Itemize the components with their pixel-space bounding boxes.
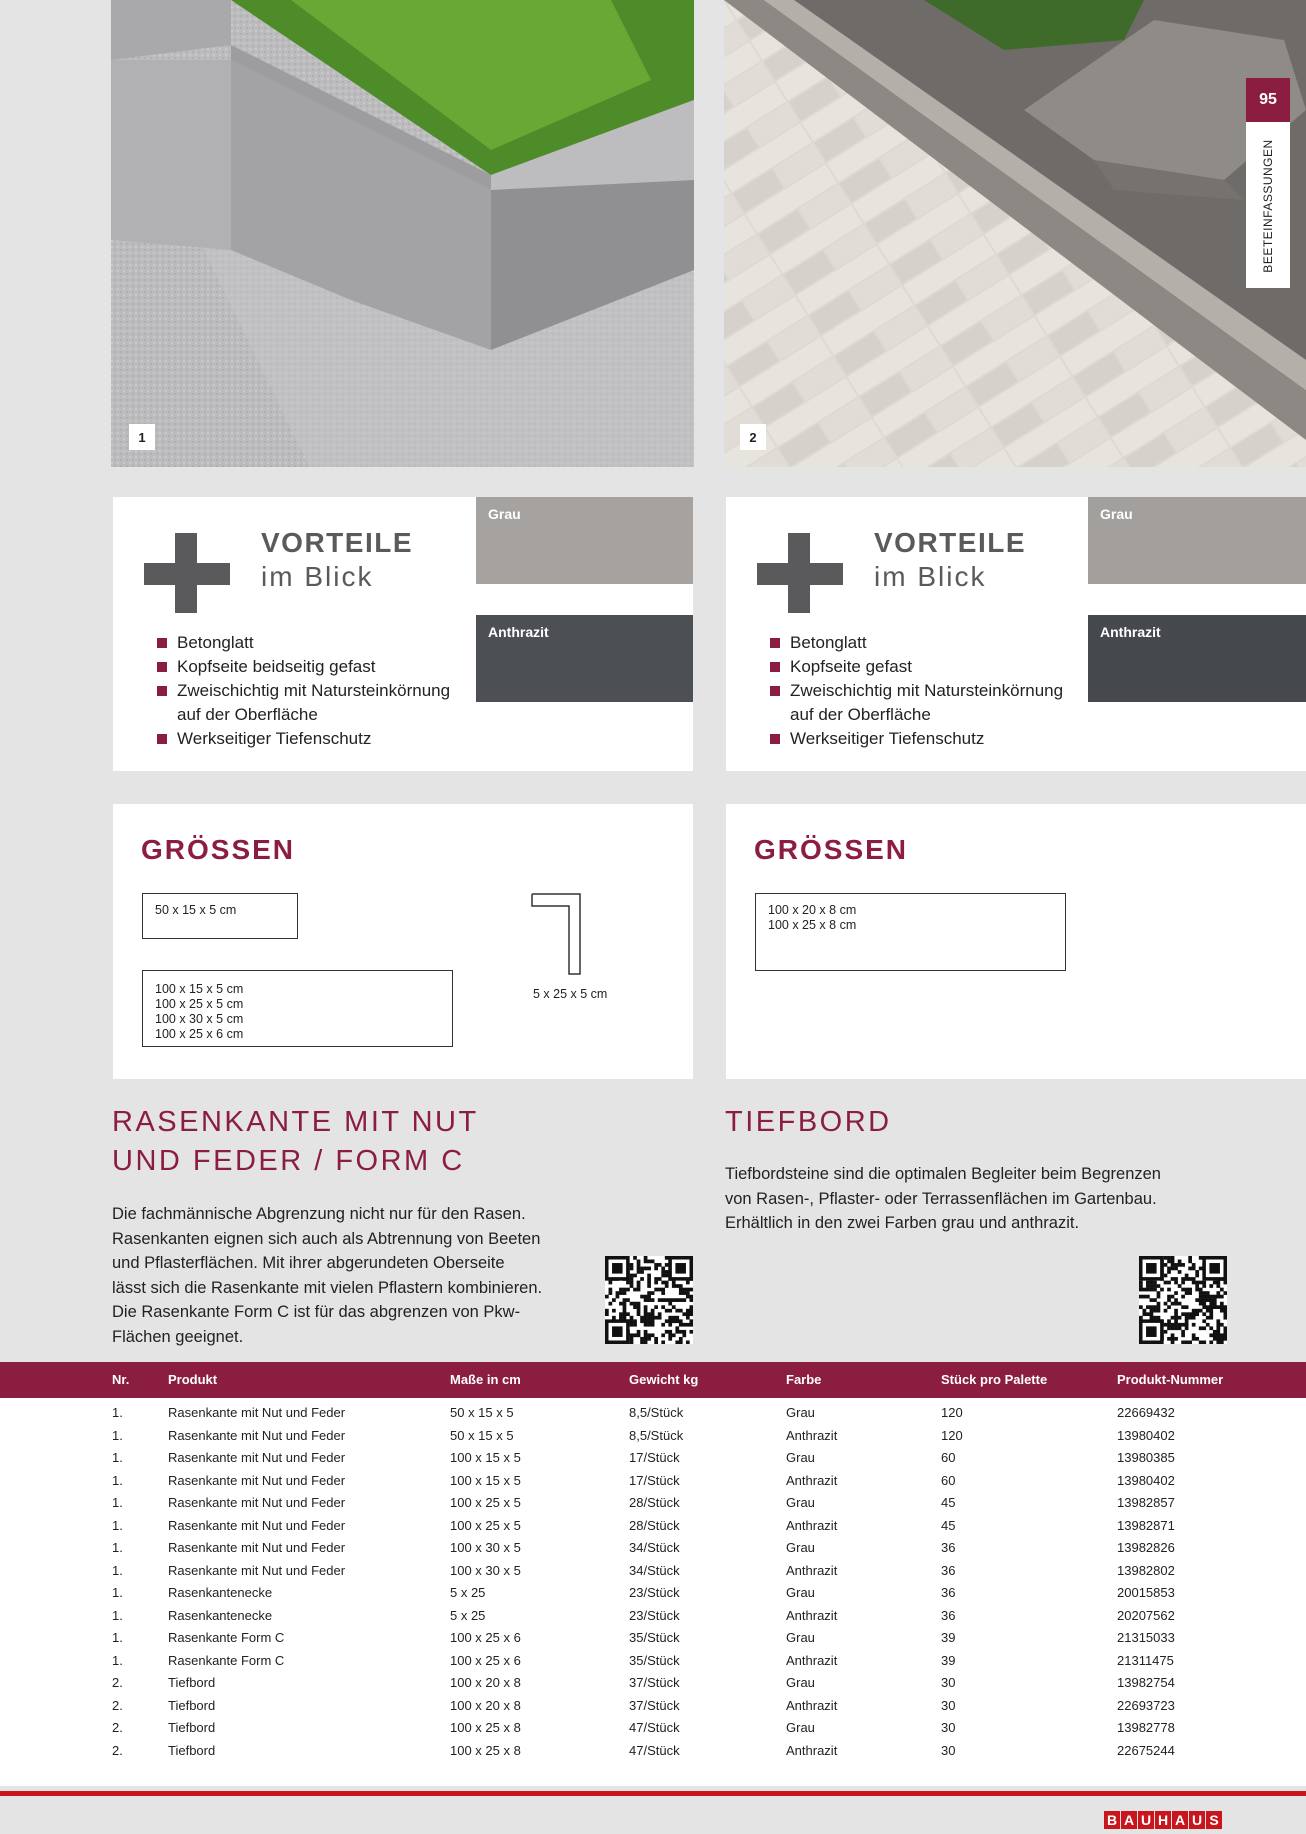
- table-cell: 23/Stück: [629, 1607, 680, 1623]
- list-item-continuation: auf der Oberfläche: [177, 705, 318, 724]
- advantages-subtitle: im Blick: [261, 561, 374, 592]
- table-cell: 22693723: [1117, 1697, 1175, 1713]
- product-heading-2: [725, 1103, 892, 1142]
- heading-line: TIEFBORD: [725, 1106, 892, 1138]
- list-item: Betonglatt: [770, 631, 1063, 655]
- list-item: Zweischichtig mit Natursteinkörnung: [157, 679, 450, 703]
- table-row: [0, 1740, 1306, 1763]
- logo-letter: U: [1189, 1811, 1205, 1829]
- table-cell: 5 x 25: [450, 1607, 486, 1623]
- table-cell: 22675244: [1117, 1742, 1175, 1758]
- table-cell: 50 x 15 x 5: [450, 1405, 514, 1420]
- table-header: [0, 1362, 1306, 1398]
- table-row: [0, 1402, 1306, 1425]
- table-cell: Anthrazit: [786, 1472, 838, 1488]
- product-description-1: [112, 1202, 542, 1349]
- sizes-title: GRÖSSEN: [754, 834, 909, 865]
- table-cell: Rasenkante Form C: [168, 1630, 285, 1645]
- table-row: [0, 1695, 1306, 1718]
- table-cell: 2.: [112, 1697, 123, 1713]
- bauhaus-logo: [1104, 1811, 1223, 1829]
- table-cell: 8,5/Stück: [629, 1427, 684, 1443]
- table-row: [0, 1650, 1306, 1673]
- heading-line: UND FEDER / FORM C: [112, 1145, 465, 1177]
- product-heading-1: [112, 1103, 479, 1181]
- table-cell: Anthrazit: [786, 1742, 838, 1758]
- table-cell: Grau: [786, 1540, 815, 1555]
- table-cell: 17/Stück: [629, 1450, 680, 1465]
- table-cell: 36: [941, 1540, 956, 1555]
- photo-number: 1: [129, 424, 155, 450]
- table-cell: 30: [941, 1675, 956, 1690]
- table-row: [0, 1492, 1306, 1515]
- table-cell: 50 x 15 x 5: [450, 1427, 514, 1443]
- swatch-label: Anthrazit: [488, 624, 549, 640]
- table-cell: 39: [941, 1630, 956, 1645]
- table-cell: Rasenkante mit Nut und Feder: [168, 1495, 346, 1510]
- table-row: [0, 1470, 1306, 1493]
- table-cell: Rasenkantenecke: [168, 1607, 273, 1623]
- swatch-label: Anthrazit: [1100, 624, 1161, 640]
- table-cell: 13980402: [1117, 1472, 1175, 1488]
- advantages-title: VORTEILE: [874, 527, 1027, 558]
- table-cell: Rasenkante Form C: [168, 1652, 285, 1668]
- size-line: 100 x 15 x 5 cm: [155, 982, 244, 996]
- size-line: 100 x 25 x 5 cm: [155, 997, 244, 1011]
- table-row: [0, 1447, 1306, 1470]
- table-cell: Grau: [786, 1720, 815, 1735]
- table-cell: 100 x 25 x 6: [450, 1652, 521, 1668]
- table-cell: 1.: [112, 1652, 123, 1668]
- table-cell: 35/Stück: [629, 1630, 680, 1645]
- text-line: Die Rasenkante Form C ist für das abgrenzen von Pkw-: [112, 1303, 521, 1321]
- table-cell: 2.: [112, 1720, 123, 1735]
- table-cell: 45: [941, 1495, 956, 1510]
- table-cell: 13982802: [1117, 1562, 1175, 1578]
- table-row: [0, 1605, 1306, 1628]
- logo-letter: A: [1121, 1811, 1137, 1829]
- size-box: [755, 893, 1066, 971]
- list-item: Betonglatt: [157, 631, 450, 655]
- table-cell: 30: [941, 1720, 956, 1735]
- table-row: [0, 1560, 1306, 1583]
- advantages-subtitle: im Blick: [874, 561, 987, 592]
- qr-code-icon[interactable]: [605, 1256, 693, 1344]
- table-cell: 100 x 15 x 5: [450, 1450, 521, 1465]
- text-line: von Rasen-, Pflaster- oder Terrassenflächen im Gartenbau.: [725, 1189, 1157, 1208]
- table-cell: 23/Stück: [629, 1585, 680, 1600]
- sizes-card-2: [726, 804, 1306, 1079]
- table-cell: Rasenkante mit Nut und Feder: [168, 1562, 346, 1578]
- text-line: lässt sich die Rasenkante mit vielen Pflastern kombinieren.: [112, 1278, 543, 1297]
- sizes-title: GRÖSSEN: [141, 834, 296, 865]
- table-cell: 34/Stück: [629, 1562, 680, 1578]
- swatch-grau: [1088, 497, 1306, 584]
- text-line: Erhältlich in den zwei Farben grau und anthrazit.: [725, 1214, 1080, 1232]
- section-tab-label: BEETEINFASSUNGEN: [1261, 139, 1275, 273]
- table-cell: 100 x 25 x 8: [450, 1742, 521, 1758]
- swatch-label: Grau: [488, 506, 521, 522]
- col-header: Maße in cm: [450, 1372, 521, 1387]
- table-cell: Rasenkantenecke: [168, 1585, 273, 1600]
- table-cell: Tiefbord: [168, 1742, 216, 1758]
- table-cell: 1.: [112, 1405, 123, 1420]
- photo-2: [724, 0, 1306, 467]
- table-cell: 36: [941, 1562, 956, 1578]
- size-line: 100 x 25 x 6 cm: [155, 1027, 244, 1041]
- photo-number: 2: [740, 424, 766, 450]
- table-cell: 13982826: [1117, 1540, 1175, 1555]
- table-cell: 37/Stück: [629, 1697, 680, 1713]
- table-cell: 100 x 15 x 5: [450, 1472, 521, 1488]
- text-line: Flächen geeignet.: [112, 1327, 244, 1346]
- table-cell: 28/Stück: [629, 1495, 680, 1510]
- table-cell: 21311475: [1117, 1652, 1174, 1668]
- table-cell: 60: [941, 1472, 956, 1488]
- heading-line: RASENKANTE MIT NUT: [112, 1106, 479, 1138]
- table-cell: 1.: [112, 1472, 123, 1488]
- list-item: Kopfseite beidseitig gefast: [157, 655, 450, 679]
- table-cell: 47/Stück: [629, 1720, 680, 1735]
- table-row: [0, 1537, 1306, 1560]
- table-cell: Grau: [786, 1495, 815, 1510]
- table-cell: Rasenkante mit Nut und Feder: [168, 1427, 346, 1443]
- table-cell: Rasenkante mit Nut und Feder: [168, 1517, 346, 1533]
- table-cell: 13982778: [1117, 1720, 1175, 1735]
- list-item: Kopfseite gefast: [770, 655, 1063, 679]
- col-header: Produkt: [168, 1372, 218, 1387]
- table-cell: 13982871: [1117, 1517, 1175, 1533]
- table-cell: 21315033: [1117, 1630, 1175, 1645]
- table-cell: 5 x 25: [450, 1585, 486, 1600]
- table-cell: Grau: [786, 1450, 815, 1465]
- page-number: 95: [1246, 78, 1290, 122]
- table-cell: 1.: [112, 1427, 123, 1443]
- table-row: [0, 1717, 1306, 1740]
- col-header: Stück pro Palette: [941, 1372, 1048, 1387]
- table-cell: 1.: [112, 1585, 123, 1600]
- corner-size-label: 5 x 25 x 5 cm: [533, 987, 608, 1001]
- table-cell: 13982857: [1117, 1495, 1175, 1510]
- table-row: [0, 1627, 1306, 1650]
- col-header: Gewicht kg: [629, 1372, 699, 1387]
- table-cell: 28/Stück: [629, 1517, 680, 1533]
- table-cell: Grau: [786, 1675, 815, 1690]
- table-cell: 13980402: [1117, 1427, 1175, 1443]
- list-item: Werkseitiger Tiefenschutz: [770, 727, 1063, 751]
- footer-rule: [0, 1791, 1306, 1796]
- size-line: 50 x 15 x 5 cm: [155, 903, 237, 917]
- table-cell: Tiefbord: [168, 1720, 216, 1735]
- table-cell: 39: [941, 1652, 956, 1668]
- table-cell: 34/Stück: [629, 1540, 680, 1555]
- advantages-title: VORTEILE: [261, 527, 414, 558]
- list-item: Zweischichtig mit Natursteinkörnung: [770, 679, 1063, 703]
- table-row: [0, 1425, 1306, 1448]
- col-header: Produkt-Nummer: [1117, 1372, 1224, 1387]
- qr-code-icon[interactable]: [1139, 1256, 1227, 1344]
- table-cell: 1.: [112, 1517, 123, 1533]
- photo-1: [111, 0, 694, 467]
- size-line: 100 x 20 x 8 cm: [768, 903, 857, 917]
- swatch-anthrazit: [1088, 615, 1306, 702]
- table-cell: 2.: [112, 1742, 123, 1758]
- table-cell: Tiefbord: [168, 1697, 216, 1713]
- table-cell: Anthrazit: [786, 1697, 838, 1713]
- table-cell: 30: [941, 1697, 956, 1713]
- table-cell: 1.: [112, 1562, 123, 1578]
- size-line: 100 x 30 x 5 cm: [155, 1012, 244, 1026]
- logo-letter: A: [1172, 1811, 1188, 1829]
- table-cell: 100 x 25 x 6: [450, 1630, 521, 1645]
- sizes-card-1: [113, 804, 693, 1079]
- size-box-short: [142, 893, 298, 939]
- table-cell: 100 x 25 x 8: [450, 1720, 521, 1735]
- advantages-list: [157, 631, 450, 751]
- table-cell: 1.: [112, 1630, 123, 1645]
- product-description-2: [725, 1162, 1161, 1236]
- table-cell: 36: [941, 1607, 956, 1623]
- table-cell: Anthrazit: [786, 1607, 838, 1623]
- table-cell: Rasenkante mit Nut und Feder: [168, 1472, 346, 1488]
- table-cell: Grau: [786, 1405, 815, 1420]
- table-cell: 35/Stück: [629, 1652, 680, 1668]
- corner-piece-outline: [531, 893, 581, 975]
- table-cell: 20207562: [1117, 1607, 1175, 1623]
- table-cell: 1.: [112, 1607, 123, 1623]
- table-cell: Anthrazit: [786, 1427, 838, 1443]
- table-cell: 36: [941, 1585, 956, 1600]
- table-row: [0, 1515, 1306, 1538]
- table-cell: 8,5/Stück: [629, 1405, 684, 1420]
- table-cell: 100 x 25 x 5: [450, 1517, 521, 1533]
- table-cell: 47/Stück: [629, 1742, 680, 1758]
- table-cell: Tiefbord: [168, 1675, 216, 1690]
- logo-letter: U: [1138, 1811, 1154, 1829]
- swatch-grau: [476, 497, 693, 584]
- section-tab: [1246, 78, 1290, 288]
- size-box-long: [142, 970, 453, 1047]
- swatch-anthrazit: [476, 615, 693, 702]
- advantages-list: [770, 631, 1063, 751]
- logo-letter: B: [1104, 1811, 1120, 1829]
- table-cell: 120: [941, 1427, 963, 1443]
- table-cell: 13980385: [1117, 1450, 1175, 1465]
- table-cell: Grau: [786, 1630, 815, 1645]
- table-cell: 120: [941, 1405, 963, 1420]
- table-cell: 30: [941, 1742, 956, 1758]
- table-cell: 20015853: [1117, 1585, 1175, 1600]
- table-cell: 1.: [112, 1540, 123, 1555]
- table-cell: 100 x 25 x 5: [450, 1495, 521, 1510]
- col-header: Farbe: [786, 1372, 822, 1387]
- product-table: [0, 1398, 1306, 1786]
- text-line: und Pflasterflächen. Mit ihrer abgerundeten Oberseite: [112, 1254, 505, 1272]
- table-cell: 60: [941, 1450, 956, 1465]
- text-line: Die fachmännische Abgrenzung nicht nur für den Rasen.: [112, 1205, 526, 1223]
- table-cell: 1.: [112, 1495, 123, 1510]
- table-cell: 100 x 20 x 8: [450, 1697, 521, 1713]
- table-cell: 100 x 30 x 5: [450, 1562, 521, 1578]
- table-cell: Grau: [786, 1585, 815, 1600]
- size-line: 100 x 25 x 8 cm: [768, 918, 857, 932]
- table-cell: Anthrazit: [786, 1562, 838, 1578]
- list-item-continuation: auf der Oberfläche: [790, 705, 931, 724]
- table-row: [0, 1672, 1306, 1695]
- advantages-card-1: [113, 497, 693, 771]
- table-cell: 1.: [112, 1450, 123, 1465]
- col-header: Nr.: [112, 1372, 130, 1387]
- table-row: [0, 1582, 1306, 1605]
- table-cell: 37/Stück: [629, 1675, 680, 1690]
- logo-letter: S: [1206, 1811, 1222, 1829]
- text-line: Rasenkanten eignen sich auch als Abtrennung von Beeten: [112, 1229, 541, 1248]
- table-cell: 45: [941, 1517, 956, 1533]
- table-cell: Anthrazit: [786, 1517, 838, 1533]
- table-cell: 2.: [112, 1675, 123, 1690]
- table-cell: Anthrazit: [786, 1652, 838, 1668]
- table-cell: Rasenkante mit Nut und Feder: [168, 1540, 346, 1555]
- table-cell: 22669432: [1117, 1405, 1175, 1420]
- table-cell: Rasenkante mit Nut und Feder: [168, 1405, 346, 1420]
- table-cell: 100 x 20 x 8: [450, 1675, 521, 1690]
- logo-letter: H: [1155, 1811, 1171, 1829]
- table-cell: 17/Stück: [629, 1472, 680, 1488]
- text-line: Tiefbordsteine sind die optimalen Begleiter beim Begrenzen: [725, 1165, 1161, 1183]
- swatch-label: Grau: [1100, 506, 1133, 522]
- table-cell: Rasenkante mit Nut und Feder: [168, 1450, 346, 1465]
- table-cell: 100 x 30 x 5: [450, 1540, 521, 1555]
- table-cell: 13982754: [1117, 1675, 1175, 1690]
- list-item: Werkseitiger Tiefenschutz: [157, 727, 450, 751]
- advantages-card-2: [726, 497, 1306, 771]
